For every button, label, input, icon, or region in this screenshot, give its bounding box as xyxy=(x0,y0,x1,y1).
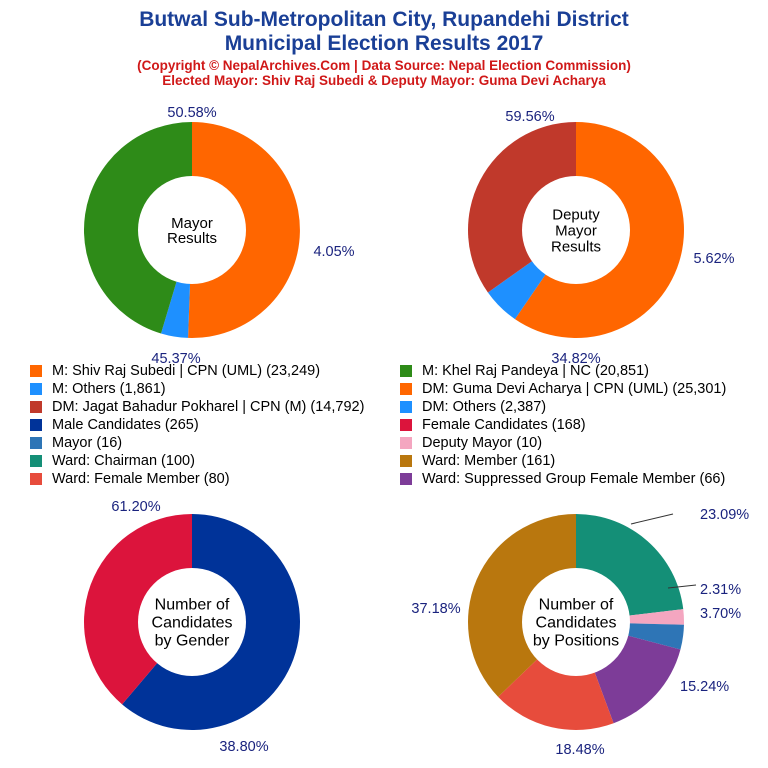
legend-swatch xyxy=(30,455,42,467)
percent-label: 15.24% xyxy=(680,679,730,695)
legend-swatch xyxy=(30,365,42,377)
percent-label: 45.37% xyxy=(151,351,201,367)
legend-label: Ward: Member (161) xyxy=(422,453,556,469)
chart-title-line-1: Butwal Sub-Metropolitan City, Rupandehi District xyxy=(139,8,629,31)
donut-center-label: Candidates xyxy=(151,614,233,632)
legend-swatch xyxy=(400,383,412,395)
percent-label: 50.58% xyxy=(167,105,217,121)
legend-swatch xyxy=(30,437,42,449)
legend xyxy=(0,362,768,492)
legend-label: M: Shiv Raj Subedi | CPN (UML) (23,249) xyxy=(52,363,321,379)
percent-label: 5.62% xyxy=(693,251,735,267)
percent-label: 3.70% xyxy=(700,606,742,622)
elected-subtitle: Elected Mayor: Shiv Raj Subedi & Deputy Mayor: Guma Devi Acharya xyxy=(162,73,606,88)
legend-label: Deputy Mayor (10) xyxy=(422,435,543,451)
legend-swatch xyxy=(30,419,42,431)
donut-center-label: Deputy xyxy=(552,206,600,224)
percent-label: 2.31% xyxy=(700,582,742,598)
donut-center-label: Candidates xyxy=(535,614,617,632)
legend-label: Ward: Female Member (80) xyxy=(52,471,230,487)
legend-label: Female Candidates (168) xyxy=(422,417,586,433)
donut-center-label: Results xyxy=(550,238,602,256)
percent-label: 4.05% xyxy=(313,244,355,260)
legend-swatch xyxy=(30,401,42,413)
donut-center-label: Results xyxy=(166,229,218,247)
percent-label: 59.56% xyxy=(505,109,555,125)
donut-chart-3 xyxy=(84,499,300,755)
donut-center-label: Mayor xyxy=(555,222,597,240)
legend-label: DM: Jagat Bahadur Pokharel | CPN (M) (14,792) xyxy=(52,399,365,415)
legend-swatch xyxy=(400,473,412,485)
donut-chart-2 xyxy=(468,109,735,367)
copyright-subtitle: (Copyright © NepalArchives.Com | Data Source: Nepal Election Commission) xyxy=(137,58,631,73)
legend-label: Male Candidates (265) xyxy=(52,417,199,433)
legend-label: Ward: Suppressed Group Female Member (66) xyxy=(422,471,726,487)
donut-center-label: Number of xyxy=(538,596,614,614)
donut-center-label: Number of xyxy=(154,596,230,614)
donut-chart-1 xyxy=(84,105,355,367)
percent-label: 37.18% xyxy=(411,601,461,617)
legend-label: M: Khel Raj Pandeya | NC (20,851) xyxy=(422,363,650,379)
percent-label: 38.80% xyxy=(219,739,269,755)
donut-center-label: by Gender xyxy=(154,632,230,650)
legend-label: M: Others (1,861) xyxy=(52,381,166,397)
legend-swatch xyxy=(400,365,412,377)
percent-label: 61.20% xyxy=(111,499,161,515)
legend-swatch xyxy=(400,455,412,467)
percent-label: 18.48% xyxy=(555,742,605,758)
donut-center-label: Mayor xyxy=(171,214,213,232)
donut-center-label: by Positions xyxy=(532,632,620,650)
donut-chart-4 xyxy=(411,507,749,758)
legend-label: DM: Others (2,387) xyxy=(422,399,547,415)
percent-label: 23.09% xyxy=(700,507,750,523)
legend-label: Mayor (16) xyxy=(52,435,123,451)
legend-swatch xyxy=(400,419,412,431)
legend-label: DM: Guma Devi Acharya | CPN (UML) (25,301) xyxy=(422,381,727,397)
legend-swatch xyxy=(30,383,42,395)
legend-label: Ward: Chairman (100) xyxy=(52,453,195,469)
legend-swatch xyxy=(30,473,42,485)
chart-title-line-2: Municipal Election Results 2017 xyxy=(224,32,544,55)
legend-swatch xyxy=(400,437,412,449)
percent-label: 34.82% xyxy=(551,351,601,367)
label-leader-line xyxy=(631,514,673,524)
legend-swatch xyxy=(400,401,412,413)
